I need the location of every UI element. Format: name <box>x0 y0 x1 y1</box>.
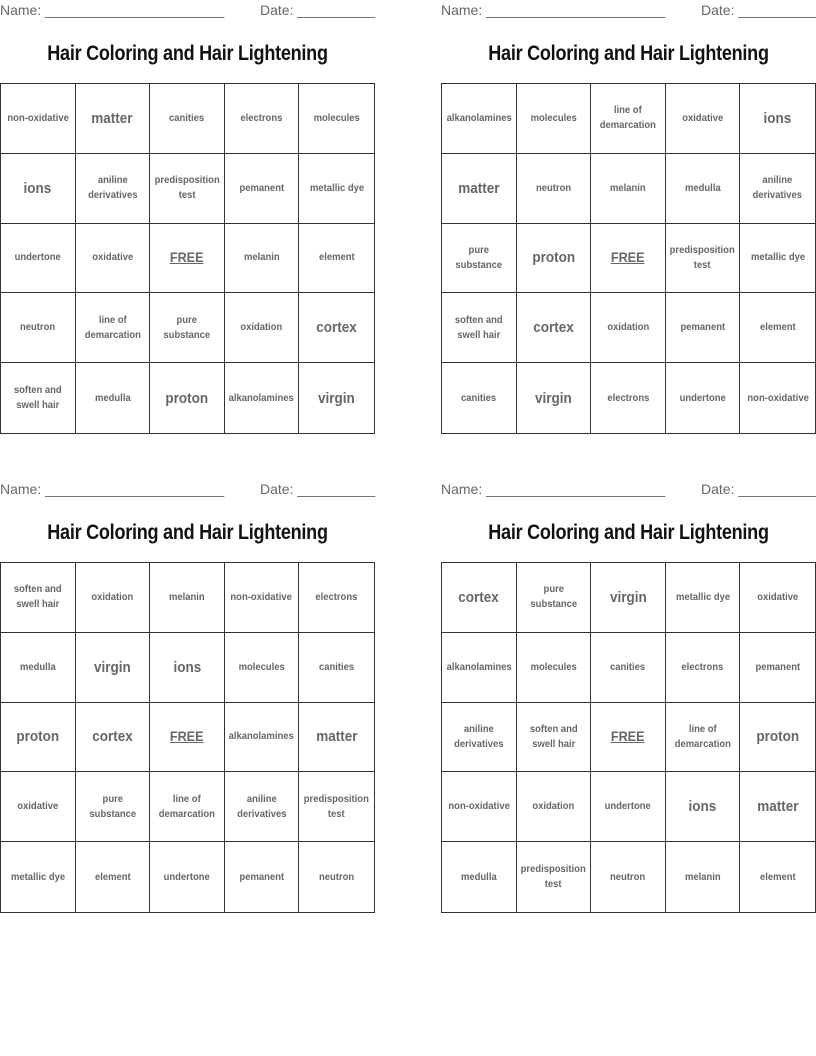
bingo-cell[interactable] <box>299 563 374 633</box>
name-date-line <box>441 2 816 20</box>
cell-label: ions <box>763 109 792 127</box>
bingo-cell[interactable] <box>517 563 592 633</box>
bingo-cell[interactable] <box>740 703 815 773</box>
cell-label: proton <box>165 389 209 407</box>
cell-label: melanin <box>243 251 280 264</box>
cell-label: canities <box>169 111 205 124</box>
bingo-cell[interactable] <box>517 84 592 154</box>
name-date-line <box>441 481 816 499</box>
bingo-cell[interactable] <box>76 633 151 703</box>
cell-label: predisposition test <box>304 792 370 820</box>
cell-label: virgin <box>318 389 356 407</box>
cell-label: aniline derivatives <box>752 174 803 202</box>
bingo-cell[interactable] <box>299 772 374 842</box>
bingo-cell[interactable] <box>666 84 741 154</box>
bingo-cell[interactable] <box>442 772 517 842</box>
card-title: Hair Coloring and Hair Lightening <box>47 521 328 544</box>
bingo-cell[interactable] <box>591 563 666 633</box>
bingo-cell[interactable] <box>517 363 592 433</box>
bingo-cell[interactable] <box>1 633 76 703</box>
cell-label: oxidation <box>532 800 575 813</box>
bingo-card-2 <box>441 0 816 440</box>
cell-label: virgin <box>535 389 572 407</box>
cell-label: pemanent <box>239 870 284 883</box>
cell-label: aniline derivatives <box>454 722 504 750</box>
cell-label: matter <box>458 179 500 197</box>
bingo-cell[interactable] <box>76 154 151 224</box>
bingo-grid <box>0 83 375 434</box>
cell-label: undertone <box>604 800 652 813</box>
bingo-cell[interactable] <box>666 633 741 703</box>
bingo-cell[interactable] <box>517 772 592 842</box>
bingo-cell[interactable] <box>740 363 815 433</box>
cell-label: pemanent <box>680 321 725 334</box>
bingo-cell[interactable] <box>225 224 300 294</box>
cell-label: oxidative <box>91 251 133 264</box>
bingo-cell[interactable] <box>299 703 374 773</box>
bingo-cell[interactable] <box>666 154 741 224</box>
bingo-cell[interactable] <box>740 563 815 633</box>
bingo-cell[interactable] <box>299 84 374 154</box>
bingo-cell[interactable] <box>442 633 517 703</box>
cell-label: virgin <box>94 658 131 676</box>
card-title: Hair Coloring and Hair Lightening <box>488 521 769 544</box>
bingo-cell[interactable] <box>442 703 517 773</box>
cell-label: soften and swell hair <box>454 313 503 341</box>
bingo-cell[interactable] <box>150 842 225 912</box>
bingo-cell[interactable] <box>740 293 815 363</box>
bingo-cell[interactable] <box>1 772 76 842</box>
cell-label: matter <box>316 728 358 746</box>
bingo-cell[interactable] <box>150 84 225 154</box>
bingo-cell[interactable] <box>442 84 517 154</box>
cell-label: electrons <box>315 590 358 603</box>
bingo-card-3 <box>0 479 375 919</box>
cell-label: soften and swell hair <box>13 384 62 412</box>
bingo-cell[interactable] <box>517 703 592 773</box>
cell-label: FREE <box>170 249 204 266</box>
cell-label: alkanolamines <box>446 111 512 124</box>
cell-label: element <box>759 321 796 334</box>
cell-label: non-oxidative <box>746 391 809 404</box>
date-field[interactable]: Date: __________ <box>260 2 376 18</box>
bingo-grid <box>441 83 816 434</box>
cell-label: aniline derivatives <box>87 174 138 202</box>
name-field[interactable]: Name: _______________________ <box>0 2 225 18</box>
bingo-cell[interactable] <box>517 842 592 912</box>
cell-label: alkanolamines <box>229 730 295 743</box>
bingo-cell[interactable] <box>591 633 666 703</box>
bingo-cell[interactable] <box>76 363 151 433</box>
cell-label: non-oxidative <box>230 590 293 603</box>
bingo-cell[interactable] <box>740 84 815 154</box>
cell-label: oxidative <box>757 590 799 603</box>
bingo-cell[interactable] <box>76 563 151 633</box>
bingo-cell[interactable] <box>517 633 592 703</box>
bingo-cell[interactable] <box>442 842 517 912</box>
bingo-cell[interactable] <box>1 293 76 363</box>
cell-label: molecules <box>238 660 285 673</box>
bingo-cell[interactable] <box>517 293 592 363</box>
bingo-cell[interactable] <box>225 154 300 224</box>
bingo-cell[interactable] <box>299 293 374 363</box>
cell-label: undertone <box>679 391 726 404</box>
bingo-cell[interactable] <box>740 224 815 294</box>
cell-label: aniline derivatives <box>236 792 287 820</box>
cell-label: ions <box>173 658 201 676</box>
cell-label: cortex <box>316 319 357 337</box>
cell-label: alkanolamines <box>446 660 512 673</box>
bingo-cell[interactable] <box>740 842 815 912</box>
name-field[interactable]: Name: _______________________ <box>0 481 225 497</box>
date-field[interactable]: Date: __________ <box>701 481 816 497</box>
bingo-card-4 <box>441 479 816 919</box>
cell-label: proton <box>756 728 800 746</box>
cell-label: alkanolamines <box>229 391 295 404</box>
bingo-cell[interactable] <box>666 293 741 363</box>
bingo-cell[interactable] <box>76 293 151 363</box>
cell-label: electrons <box>681 660 724 673</box>
bingo-cell[interactable] <box>591 293 666 363</box>
cell-label: predisposition test <box>154 174 220 202</box>
cell-label: line of demarcation <box>84 313 141 341</box>
bingo-grid <box>441 562 816 913</box>
cell-label: line of demarcation <box>599 104 657 132</box>
cell-label: predisposition test <box>520 863 586 891</box>
bingo-cell[interactable] <box>442 293 517 363</box>
bingo-cell[interactable] <box>666 363 741 433</box>
cell-label: molecules <box>313 111 360 124</box>
cell-label: medulla <box>19 660 56 673</box>
bingo-cell[interactable] <box>225 703 300 773</box>
bingo-cell[interactable] <box>76 224 151 294</box>
date-field[interactable]: Date: __________ <box>260 481 376 497</box>
cell-label: soften and swell hair <box>13 583 62 611</box>
bingo-cell[interactable] <box>225 363 300 433</box>
free-space[interactable] <box>150 224 225 294</box>
cell-label: canities <box>461 391 497 404</box>
bingo-cell[interactable] <box>666 563 741 633</box>
bingo-grid <box>0 562 375 913</box>
cell-label: metallic dye <box>10 870 65 883</box>
cell-label: melanin <box>684 870 721 883</box>
cell-label: metallic dye <box>750 251 805 264</box>
bingo-cell[interactable] <box>666 224 741 294</box>
bingo-cell[interactable] <box>150 154 225 224</box>
cell-label: medulla <box>684 181 721 194</box>
cell-label: proton <box>532 249 575 267</box>
date-field[interactable]: Date: __________ <box>701 2 816 18</box>
bingo-card-1 <box>0 0 375 440</box>
cell-label: element <box>759 870 796 883</box>
bingo-cell[interactable] <box>1 154 76 224</box>
cell-label: pure substance <box>89 792 136 820</box>
cell-label: oxidative <box>682 111 724 124</box>
bingo-cell[interactable] <box>442 154 517 224</box>
cell-label: proton <box>16 728 60 746</box>
cell-label: melanin <box>169 590 205 603</box>
card-title: Hair Coloring and Hair Lightening <box>488 42 769 65</box>
cell-label: electrons <box>240 111 283 124</box>
cell-label: FREE <box>611 728 645 745</box>
bingo-cell[interactable] <box>591 842 666 912</box>
bingo-cell[interactable] <box>76 842 151 912</box>
bingo-cell[interactable] <box>1 224 76 294</box>
cell-label: neutron <box>319 870 355 883</box>
bingo-cell[interactable] <box>225 563 300 633</box>
bingo-cell[interactable] <box>150 293 225 363</box>
bingo-cell[interactable] <box>1 84 76 154</box>
cell-label: undertone <box>14 251 61 264</box>
bingo-cell[interactable] <box>591 154 666 224</box>
bingo-cell[interactable] <box>299 224 374 294</box>
cell-label: neutron <box>535 181 571 194</box>
cell-label: FREE <box>170 728 204 745</box>
bingo-cell[interactable] <box>150 772 225 842</box>
bingo-cell[interactable] <box>76 772 151 842</box>
cell-label: line of demarcation <box>674 722 731 750</box>
cell-label: pure substance <box>530 583 577 611</box>
bingo-cell[interactable] <box>740 633 815 703</box>
bingo-cell[interactable] <box>1 563 76 633</box>
cell-label: oxidative <box>17 800 59 813</box>
cell-label: matter <box>91 109 134 127</box>
cell-label: non-oxidative <box>448 800 510 813</box>
bingo-cell[interactable] <box>225 842 300 912</box>
cell-label: line of demarcation <box>158 792 216 820</box>
name-field[interactable]: Name: _______________________ <box>441 2 666 18</box>
cell-label: cortex <box>92 728 133 746</box>
bingo-cell[interactable] <box>150 363 225 433</box>
cell-label: element <box>318 251 355 264</box>
cell-label: cortex <box>533 319 574 337</box>
bingo-cell[interactable] <box>591 772 666 842</box>
cell-label: soften and swell hair <box>529 722 578 750</box>
cell-label: metallic dye <box>675 590 730 603</box>
bingo-cell[interactable] <box>225 84 300 154</box>
cell-label: medulla <box>460 870 497 883</box>
cell-label: neutron <box>610 870 646 883</box>
name-date-line <box>0 2 375 20</box>
free-space[interactable] <box>591 703 666 773</box>
bingo-cell[interactable] <box>740 154 815 224</box>
bingo-cell[interactable] <box>1 703 76 773</box>
bingo-cell[interactable] <box>666 842 741 912</box>
cell-label: medulla <box>94 391 131 404</box>
cell-label: canities <box>610 660 646 673</box>
card-title: Hair Coloring and Hair Lightening <box>47 42 328 65</box>
cell-label: pure substance <box>163 313 211 341</box>
bingo-cell[interactable] <box>1 842 76 912</box>
bingo-cell[interactable] <box>225 633 300 703</box>
cell-label: melanin <box>610 181 646 194</box>
cell-label: molecules <box>530 111 577 124</box>
bingo-cell[interactable] <box>225 293 300 363</box>
bingo-cell[interactable] <box>150 563 225 633</box>
cell-label: non-oxidative <box>7 111 69 124</box>
bingo-cell[interactable] <box>150 633 225 703</box>
bingo-cell[interactable] <box>299 633 374 703</box>
cell-label: predisposition test <box>670 243 736 271</box>
cell-label: oxidation <box>240 321 283 334</box>
cell-label: virgin <box>609 588 647 606</box>
cell-label: molecules <box>530 660 577 673</box>
cell-label: pure substance <box>455 243 503 271</box>
cell-label: oxidation <box>91 590 134 603</box>
bingo-cell[interactable] <box>740 772 815 842</box>
cell-label: electrons <box>606 391 649 404</box>
bingo-cell[interactable] <box>517 154 592 224</box>
cell-label: neutron <box>20 321 56 334</box>
bingo-cell[interactable] <box>442 224 517 294</box>
cell-label: ions <box>688 798 717 816</box>
bingo-cell[interactable] <box>299 154 374 224</box>
cell-label: FREE <box>611 249 645 266</box>
bingo-cell[interactable] <box>1 363 76 433</box>
bingo-cell[interactable] <box>442 563 517 633</box>
cell-label: ions <box>23 179 52 197</box>
name-field[interactable]: Name: _______________________ <box>441 481 666 497</box>
cell-label: cortex <box>458 588 500 606</box>
bingo-cell[interactable] <box>591 363 666 433</box>
name-date-line <box>0 481 375 499</box>
cell-label: pemanent <box>755 660 801 673</box>
bingo-cell[interactable] <box>76 703 151 773</box>
bingo-cell[interactable] <box>299 363 374 433</box>
cell-label: pemanent <box>239 181 284 194</box>
bingo-cell[interactable] <box>442 363 517 433</box>
cell-label: undertone <box>163 870 211 883</box>
bingo-cell[interactable] <box>517 224 592 294</box>
cell-label: canities <box>319 660 355 673</box>
cell-label: element <box>94 870 131 883</box>
free-space[interactable] <box>591 224 666 294</box>
cell-label: oxidation <box>606 321 649 334</box>
bingo-cell[interactable] <box>666 703 741 773</box>
bingo-cell[interactable] <box>299 842 374 912</box>
bingo-cell[interactable] <box>225 772 300 842</box>
free-space[interactable] <box>150 703 225 773</box>
bingo-cell[interactable] <box>591 84 666 154</box>
cell-label: matter <box>757 798 799 816</box>
bingo-cell[interactable] <box>76 84 151 154</box>
bingo-cell[interactable] <box>666 772 741 842</box>
cell-label: metallic dye <box>309 181 364 194</box>
